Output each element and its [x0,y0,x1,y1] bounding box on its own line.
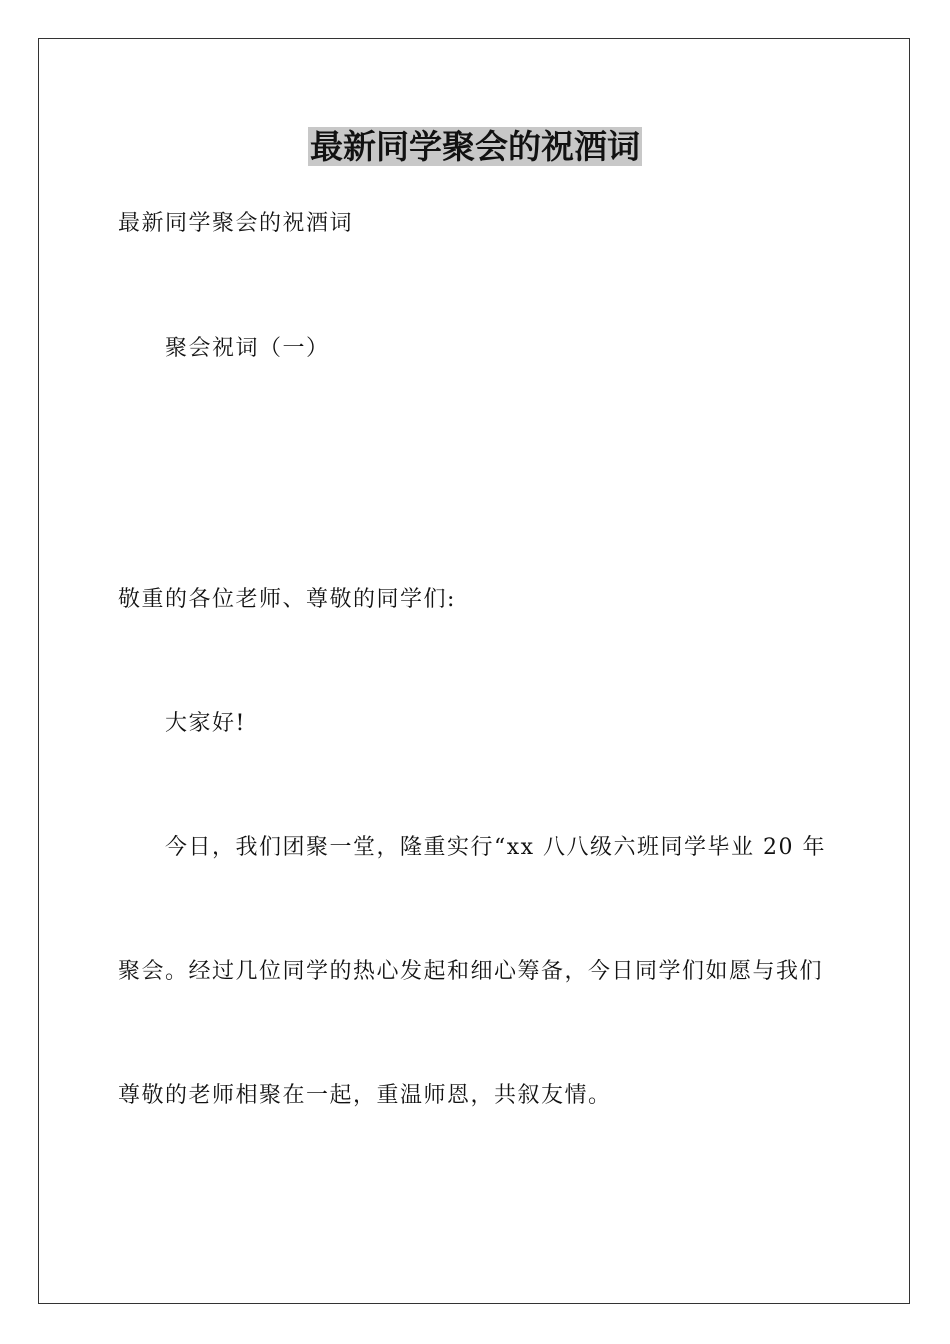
salutation: 敬重的各位老师、尊敬的同学们: [118,587,456,612]
document-subtitle: 最新同学聚会的祝酒词 [118,211,354,236]
greeting: 大家好! [165,711,246,736]
document-title [0,127,950,167]
body-line-2: 聚会。经过几位同学的热心发起和细心筹备，今日同学们如愿与我们 [118,959,824,984]
body-line-1: 今日，我们团聚一堂，隆重实行“xx 八八级六班同学毕业 20 年 [165,835,827,860]
body-line-3: 尊敬的老师相聚在一起，重温师恩，共叙友情。 [118,1083,612,1108]
section-heading: 聚会祝词（一） [165,336,330,361]
document-title-text: 最新同学聚会的祝酒词 [310,127,640,166]
